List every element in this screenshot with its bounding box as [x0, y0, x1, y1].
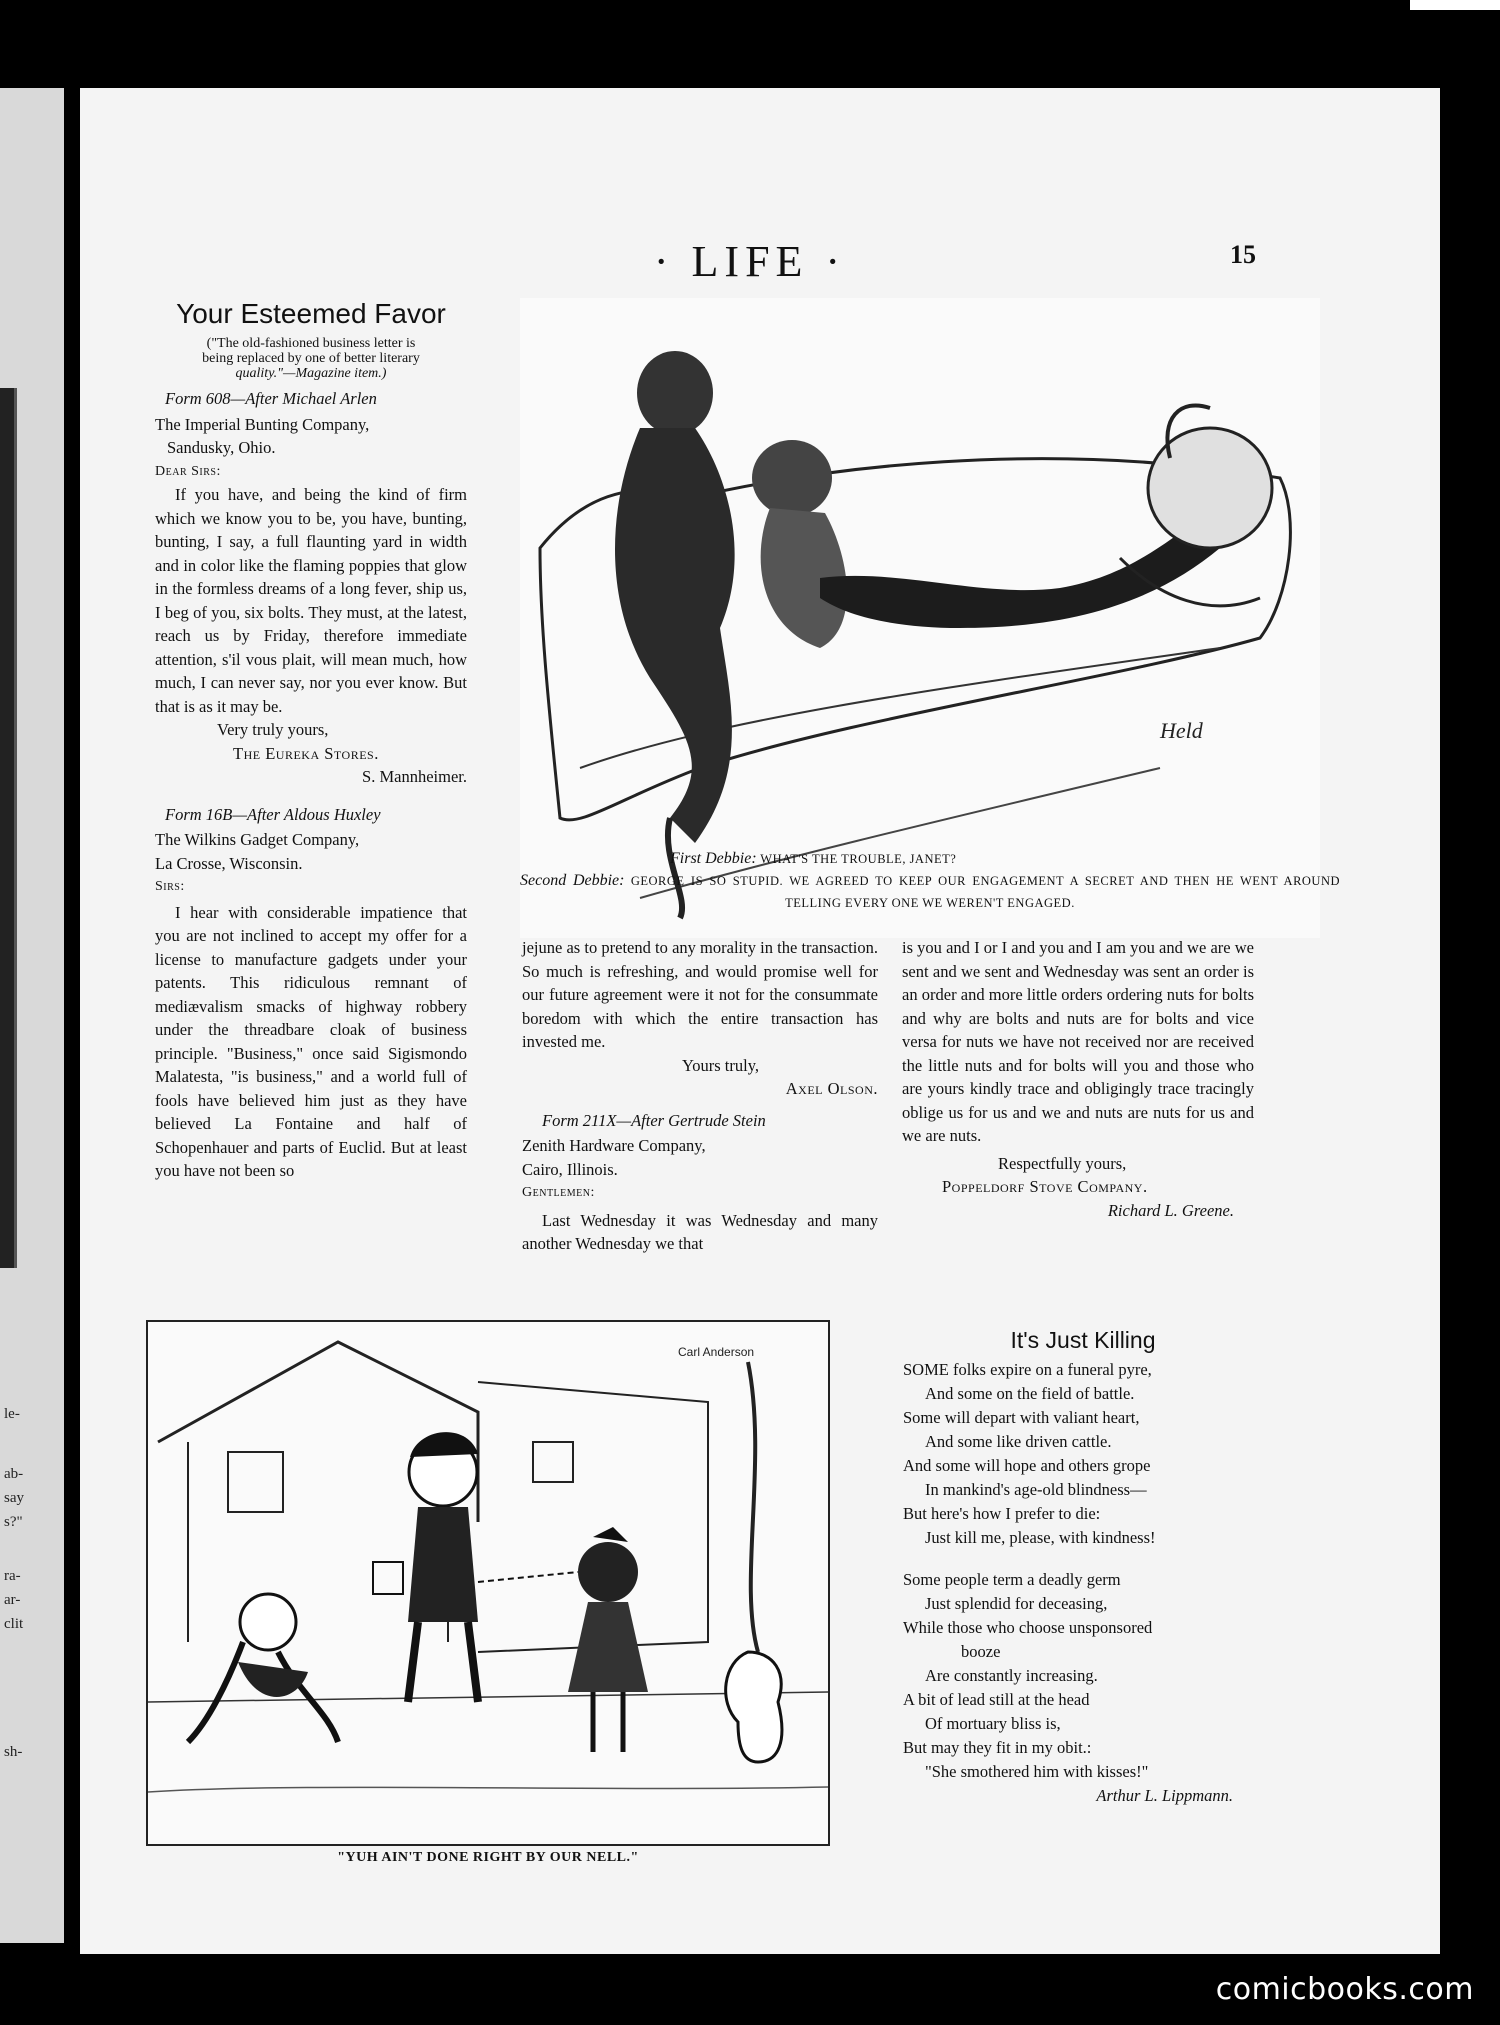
address-line: Zenith Hardware Company,: [522, 1136, 706, 1155]
epigraph-line: ("The old-fashioned business letter is: [206, 336, 416, 351]
poem-line: Just splendid for deceasing,: [925, 1594, 1108, 1613]
poem-line: In mankind's age-old blindness—: [925, 1480, 1147, 1499]
letter-body: If you have, and being the kind of firm which we know you to be, you have, bunting, bunting, I say, a full flaunting yard in width and in color like the flaming poppies that glow in the formless dreams of a long fever, ship us, I beg of you, six bolts. They must, at the latest, reach us by Friday, therefore immediate attention, s'il vous plait, will mean much, how much, I can never say, nor you ever know. But that is as it may be.: [155, 485, 467, 716]
letter-signature: The Eureka Stores.: [233, 743, 379, 763]
salutation: Sirs:: [155, 879, 185, 894]
letter-closing: Respectfully yours,: [998, 1153, 1127, 1173]
address-line: Sandusky, Ohio.: [167, 438, 276, 457]
poem-title: It's Just Killing: [1010, 1327, 1156, 1353]
epigraph-line: being replaced by one of better literary: [202, 351, 420, 366]
poem-line: But may they fit in my obit.:: [903, 1738, 1092, 1757]
poem: [903, 1324, 1263, 1808]
letter-body: Last Wednesday it was Wednesday and many another Wednesday we that: [522, 1210, 878, 1253]
form-heading: Form 211X—After Gertrude Stein: [542, 1110, 766, 1130]
caption-speaker: First Debbie:: [670, 850, 757, 867]
left-page-fragment: clit: [4, 1616, 24, 1632]
cartoon-nell: [146, 1320, 830, 1846]
site-watermark: comicbooks.com: [1215, 1972, 1474, 2007]
address-line: La Crosse, Wisconsin.: [155, 853, 303, 873]
poem-line: "She smothered him with kisses!": [925, 1762, 1149, 1781]
letter-signature: S. Mannheimer.: [362, 767, 467, 786]
letter-body: jejune as to pretend to any morality in the transaction. So much is refreshing, and would promise well for our future agreement were it not for the consummate boredom with which the entire transaction has invested me.: [522, 938, 878, 1051]
caption-dialogue: WHAT'S THE TROUBLE, JANET?: [760, 852, 957, 866]
article-column-2: [522, 936, 878, 1256]
address-line: The Imperial Bunting Company,: [155, 414, 370, 434]
cartoon-debbies-drawing: [520, 298, 1320, 938]
magazine-page: [80, 88, 1440, 1954]
salutation: Gentlemen:: [522, 1185, 595, 1200]
poem-line: Are constantly increasing.: [925, 1666, 1098, 1685]
poem-stanza: [903, 1358, 1263, 1550]
poem-stanza: [903, 1568, 1263, 1784]
left-page-fragment: say: [4, 1490, 24, 1506]
left-page-fragment: s?": [4, 1514, 23, 1530]
poem-line: Some people term a deadly germ: [903, 1570, 1121, 1589]
left-page-fragment: ar-: [4, 1592, 21, 1608]
poem-line: Of mortuary bliss is,: [925, 1714, 1061, 1733]
letter-signature: Poppeldorf Stove Company.: [942, 1177, 1148, 1196]
left-page-fragment: le-: [4, 1406, 20, 1422]
letter-signature: Axel Olson.: [785, 1079, 878, 1098]
caption-dialogue: GEORGE IS SO STUPID. WE AGREED TO KEEP OUR ENGAGEMENT A SECRET AND THEN HE WENT AROUND TELLING EVERY ONE WE WEREN'T ENGAGED.: [630, 874, 1341, 910]
article-column-3: [902, 936, 1254, 1222]
poem-line: booze: [961, 1642, 1001, 1661]
poem-line: And some on the field of battle.: [925, 1384, 1135, 1403]
poem-line: Some will depart with valiant heart,: [903, 1408, 1140, 1427]
caption-speaker: Second Debbie:: [520, 872, 625, 889]
left-page-fragment: ab-: [4, 1466, 24, 1482]
poem-author: Arthur L. Lippmann.: [1096, 1786, 1233, 1805]
address-line: The Wilkins Gadget Company,: [155, 830, 360, 849]
poem-line: SOME folks expire on a funeral pyre,: [903, 1360, 1152, 1379]
poem-line: A bit of lead still at the head: [903, 1690, 1090, 1709]
letter-signature: Richard L. Greene.: [1107, 1200, 1234, 1220]
cartoon-debbies-caption: [520, 848, 1340, 914]
poem-line: Just kill me, please, with kindness!: [925, 1528, 1156, 1547]
epigraph: [155, 336, 467, 381]
masthead: · LIFE ·: [653, 237, 847, 286]
form-heading: Form 608—After Michael Arlen: [165, 389, 377, 408]
cartoon-debbies: [520, 298, 1320, 938]
left-page-fragment: sh-: [4, 1744, 23, 1760]
artist-signature: Carl Anderson: [678, 1345, 755, 1359]
epigraph-line: quality."—Magazine item.): [235, 366, 387, 381]
left-page-fragment: ra-: [4, 1568, 21, 1584]
salutation: Dear Sirs:: [155, 463, 221, 479]
cartoon-nell-caption: "YUH AIN'T DONE RIGHT BY OUR NELL.": [337, 1850, 639, 1865]
form-heading: Form 16B—After Aldous Huxley: [165, 804, 381, 824]
letter-closing: Very truly yours,: [217, 720, 329, 739]
address-line: Cairo, Illinois.: [522, 1159, 618, 1179]
article-title: Your Esteemed Favor: [176, 298, 446, 329]
poem-line: But here's how I prefer to die:: [903, 1504, 1101, 1523]
letter-closing: Yours truly,: [682, 1055, 760, 1075]
page-number: 15: [1230, 240, 1256, 269]
cartoon-nell-drawing: [148, 1322, 828, 1844]
artist-signature: Held: [1160, 718, 1203, 743]
letter-body: I hear with considerable impatience that you are not inclined to accept my offer for a license to manufacture gadgets under your patents. This ridiculous remnant of mediævalism smacks of highway robbery under the threadbare cloak of business principle. "Business," once said Sigismondo Malatesta, "is business," and a world full of fools have believed him just as they have believed La Fontaine and half of Schopenhauer and parts of Euclid. But at least you have not been so: [155, 902, 467, 1180]
poem-line: And some will hope and others grope: [903, 1456, 1151, 1475]
article-column-1: [155, 296, 467, 1183]
letter-body: is you and I or I and you and I am you and we are we sent and we sent and Wednesday was sent an order is an order and more little orders ordering nuts for bolts and why are bolts and nuts are for bolts and vice versa for nuts we have not received nor are received the little nuts and for bolts will you and those who are yours kindly trace and obligingly trace tracingly oblige us for us and we and nuts are nuts for us and we are nuts.: [902, 938, 1254, 1145]
poem-line: While those who choose unsponsored: [903, 1618, 1153, 1637]
scan-edge: [1410, 0, 1500, 10]
poem-line: And some like driven cattle.: [925, 1432, 1112, 1451]
adjacent-page: [0, 88, 64, 1943]
adjacent-page-illustration-edge: [0, 388, 17, 1268]
